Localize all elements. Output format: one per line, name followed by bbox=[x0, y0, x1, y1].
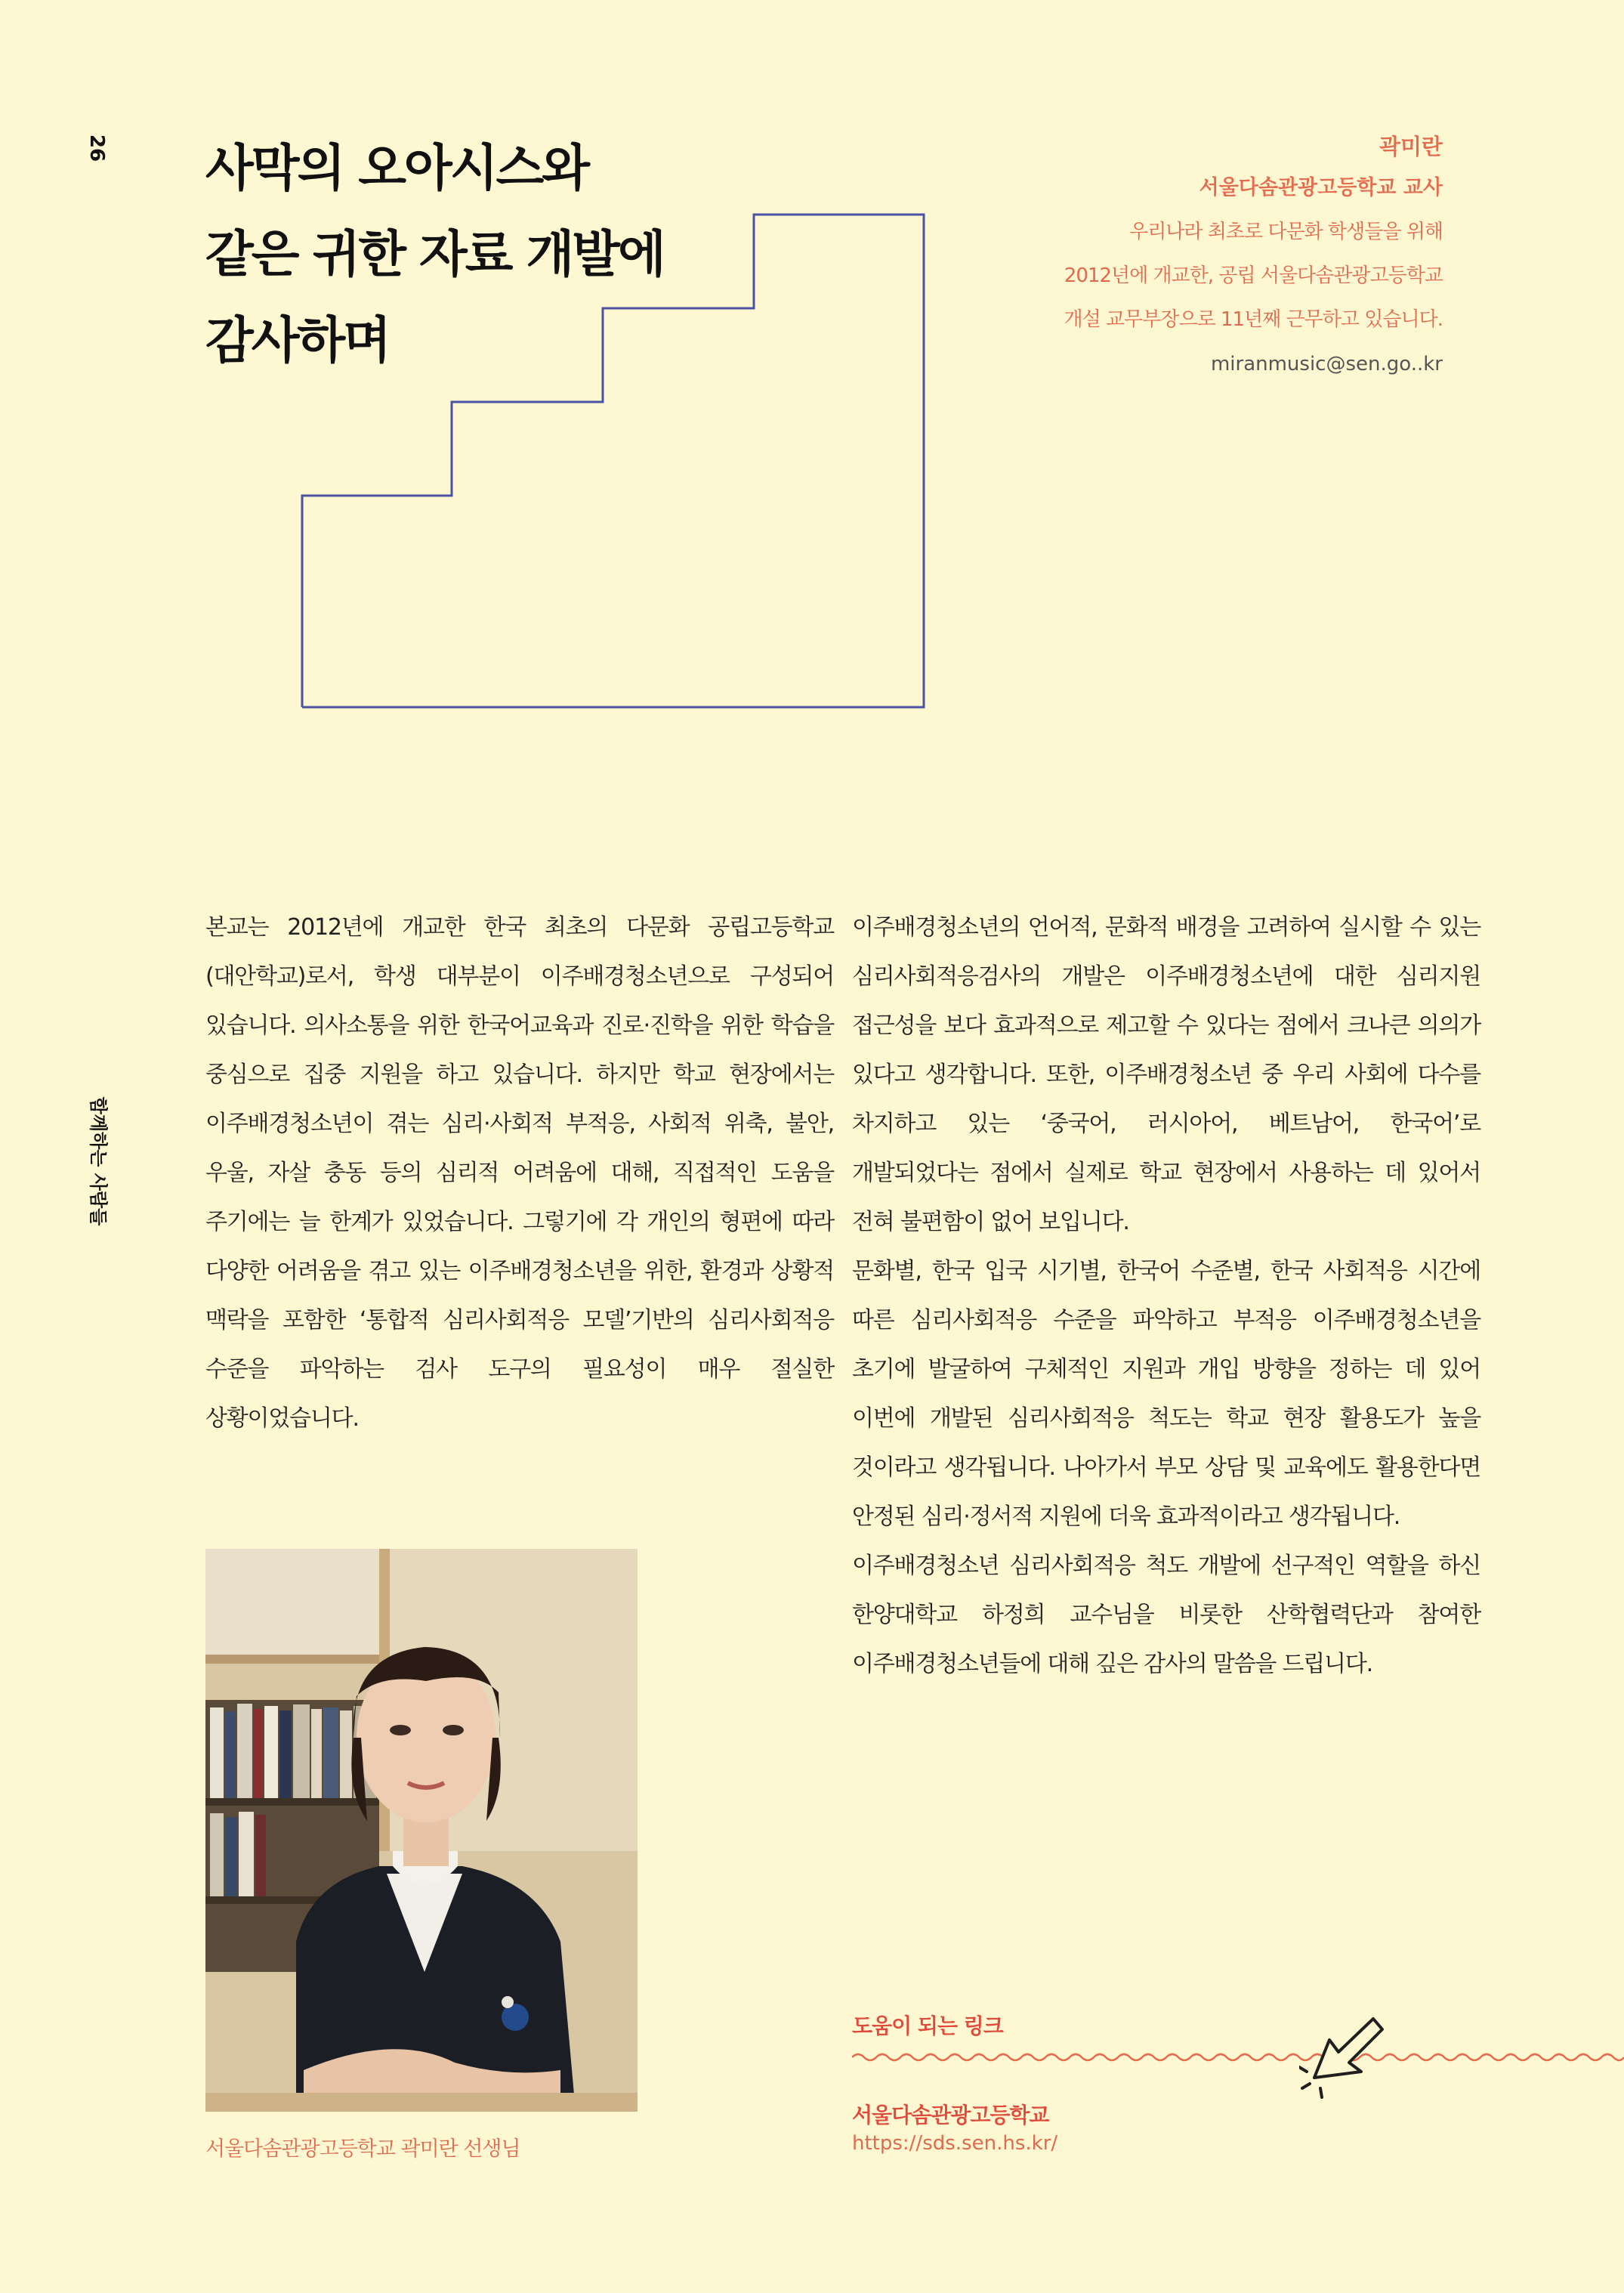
body-paragraph: 본교는 2012년에 개교한 한국 최초의 다문화 공립고등학교(대안학교)로서, 학생 대부분이 이주배경청소년으로 구성되어 있습니다. 의사소통을 위한 한국어교육과 진로·진학을 위한 학습을 중심으로 집중 지원을 하고 있습니다. 하지만 학교 현장에서는 이주배경청소년이 겪는 심리·사회적 부적응, 사회적 위축, 불안, 우울, 자살 충동 등의 심리적 어려움에 대해, 직접적인 도움을 주기에는 늘 한계가 있었습니다. 그렇기에 각 개인의 형편에 따라 다양한 어려움을 겪고 있는 이주배경청소년을 위한, 환경과 상황적 맥락을 포함한 ‘통합적 심리사회적응 모델’기반의 심리사회적응 수준을 파악하는 검사 도구의 필요성이 매우 절실한 상황이었습니다. bbox=[205, 914, 834, 1432]
author-bio-line-1: 우리나라 최초로 다문화 학생들을 위해 bbox=[1129, 221, 1443, 243]
link-school-name[interactable]: 서울다솜관광고등학교 bbox=[852, 2103, 1049, 2128]
author-profile bbox=[914, 127, 1443, 387]
section-name: 함께하는 사람들 bbox=[88, 1096, 109, 1226]
cursor-arrow-icon bbox=[1299, 2010, 1397, 2100]
author-role: 서울다솜관광고등학교 교사 bbox=[1199, 176, 1443, 199]
body-column-right bbox=[852, 903, 1480, 1689]
author-bio-line-2: 2012년에 개교한, 공립 서울다솜관광고등학교 bbox=[1064, 264, 1443, 287]
title-line-3: 감사하며 bbox=[205, 311, 390, 369]
title-line-2: 같은 귀한 자료 개발에 bbox=[205, 225, 664, 283]
body-column-left bbox=[205, 903, 834, 1443]
author-bio-line-3: 개설 교무부장으로 11년째 근무하고 있습니다. bbox=[1064, 308, 1443, 331]
title-line-1: 사막의 오아시스와 bbox=[205, 139, 588, 197]
link-school-url[interactable]: https://sds.sen.hs.kr/ bbox=[852, 2132, 1058, 2155]
author-email[interactable]: miranmusic@sen.go..kr bbox=[1210, 353, 1443, 375]
body-paragraph: 문화별, 한국 입국 시기별, 한국어 수준별, 한국 사회적응 시간에 따른 심리사회적응 수준을 파악하고 부적응 이주배경청소년을 초기에 발굴하여 구체적인 지원과 개입 방향을 정하는 데 있어 이번에 개발된 심리사회적응 척도는 학교 현장 활용도가 높을 것이라고 생각됩니다. 나아가서 부모 상담 및 교육에도 활용한다면 안정된 심리·정서적 지원에 더욱 효과적이라고 생각됩니다. bbox=[852, 1258, 1480, 1530]
stairs-decoration bbox=[298, 209, 929, 711]
page-number: 26 bbox=[85, 134, 108, 162]
body-paragraph: 이주배경청소년의 언어적, 문화적 배경을 고려하여 실시할 수 있는 심리사회적응검사의 개발은 이주배경청소년에 대한 심리지원 접근성을 보다 효과적으로 제고할 수 있다는 점에서 크나큰 의의가 있다고 생각합니다. 또한, 이주배경청소년 중 우리 사회에 다수를 차지하고 있는 ‘중국어, 러시아어, 베트남어, 한국어’로 개발되었다는 점에서 실제로 학교 현장에서 사용하는 데 있어서 전혀 불편함이 없어 보입니다. bbox=[852, 914, 1480, 1235]
author-name: 곽미란 bbox=[1379, 134, 1443, 159]
wavy-divider bbox=[852, 2046, 1624, 2069]
body-paragraph: 이주배경청소년 심리사회적응 척도 개발에 선구적인 역할을 하신 한양대학교 하정희 교수님을 비롯한 산학협력단과 참여한 이주배경청소년들에 대해 깊은 감사의 말씀을 드립니다. bbox=[852, 1553, 1480, 1677]
helpful-links-title: 도움이 되는 링크 bbox=[852, 2013, 1003, 2038]
teacher-photo bbox=[205, 1549, 638, 2112]
photo-caption: 서울다솜관광고등학교 곽미란 선생님 bbox=[205, 2137, 520, 2161]
